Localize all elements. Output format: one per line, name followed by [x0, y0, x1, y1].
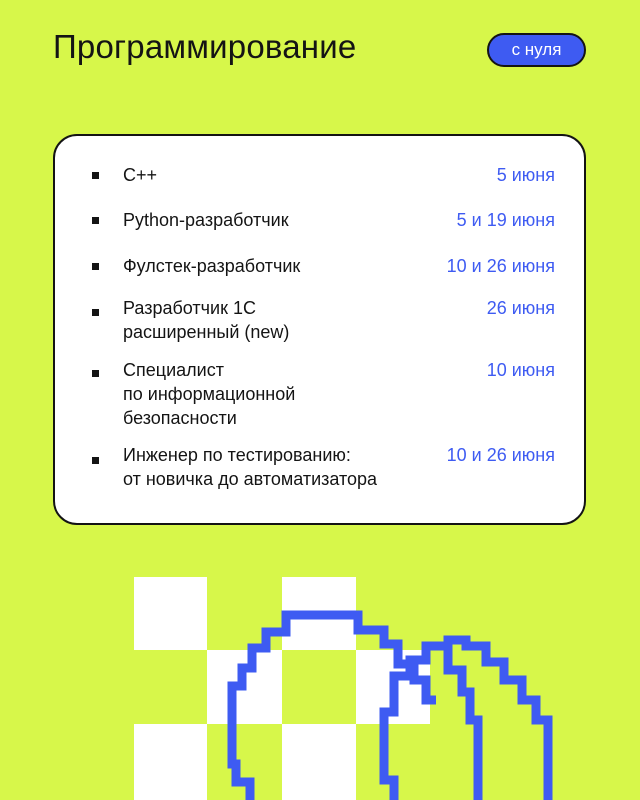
course-name: Разработчик 1С расширенный (new) [123, 298, 290, 342]
course-date: 26 июня [486, 298, 555, 318]
course-list-card [53, 134, 586, 525]
bullet-icon [92, 309, 99, 316]
course-name: C++ [123, 165, 158, 185]
course-date: 5 июня [496, 165, 555, 185]
bullet-icon [92, 370, 99, 377]
pixel-art-decoration [0, 560, 640, 800]
course-name: Специалист по информационной безопасности [123, 360, 296, 428]
bullet-icon [92, 263, 99, 270]
course-name: Python-разработчик [123, 210, 289, 230]
page-title: Программирование [53, 28, 357, 65]
level-badge: с нуля [487, 33, 586, 67]
bullet-icon [92, 457, 99, 464]
course-date: 10 и 26 июня [446, 445, 555, 465]
course-name: Инженер по тестированию: от новичка до автоматизатора [123, 445, 378, 489]
course-date: 5 и 19 июня [456, 210, 555, 230]
course-date: 10 и 26 июня [446, 256, 555, 276]
course-date: 10 июня [486, 360, 555, 380]
bullet-icon [92, 172, 99, 179]
course-name: Фулстек-разработчик [123, 256, 301, 276]
bullet-icon [92, 217, 99, 224]
